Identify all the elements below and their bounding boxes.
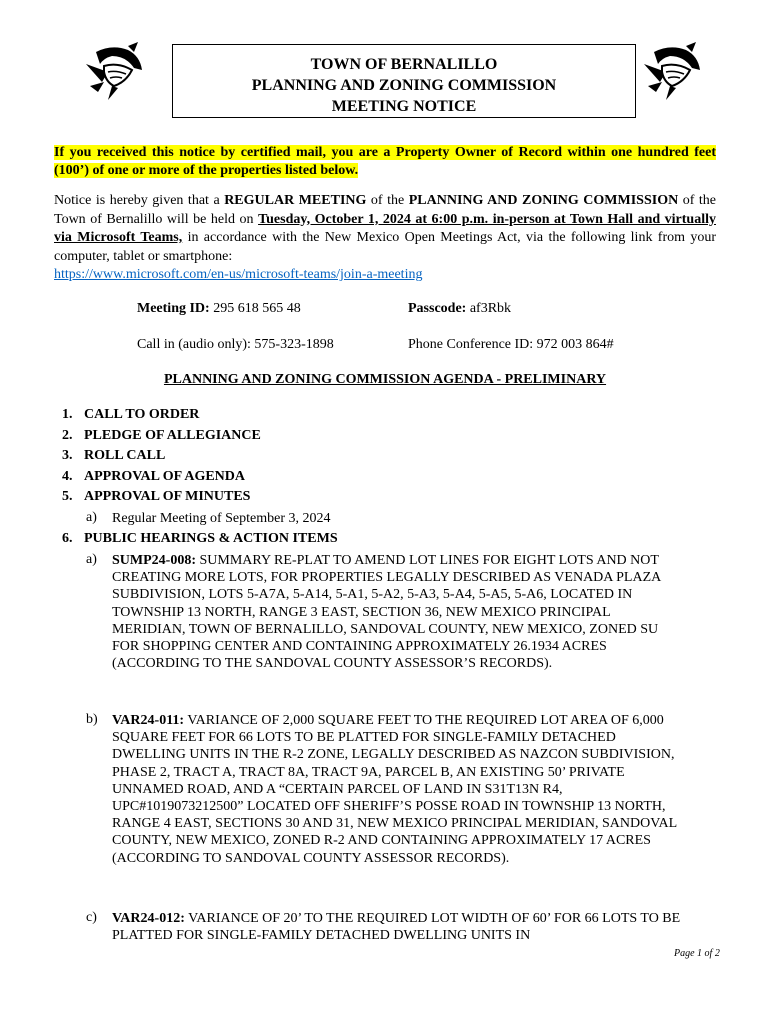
agenda-item-number: 5. <box>62 489 73 504</box>
agenda-item-number: 3. <box>62 448 73 463</box>
agenda-item-number: 4. <box>62 469 73 484</box>
agenda-item-number: 1. <box>62 407 73 422</box>
agenda-item <box>62 448 165 464</box>
hearing-description: SUMMARY RE-PLAT TO AMEND LOT LINES FOR EIGHT LOTS AND NOT CREATING MORE LOTS, FOR PROPERTIES LEGALLY DESCRIBED AS VENADA PLAZA SUBDIVISION, LOTS 5-A7A, 5-A14, 5-A1, 5-A2, 5-A3, 5-A4, 5-A5, 5-A6, LOCATED IN TOWNSHIP 13 NORTH, RANGE 3 EAST, SECTION 36, NEW MEXICO PRINCIPAL MERIDIAN, TOWN OF BERNALILLO, SANDOVAL COUNTY, NEW MEXICO, ZONED SU FOR SHOPPING CENTER AND CONTAINING APPROXIMATELY 26.1934 ACRES (ACCORDING TO THE SANDOVAL COUNTY ASSESSOR’S RECORDS). <box>112 553 661 672</box>
page-number: Page 1 of 2 <box>674 948 720 959</box>
intro-commission: PLANNING AND ZONING COMMISSION <box>408 193 679 208</box>
certified-mail-text: If you received this notice by certified mail, you are a Property Owner of Record within one hundred feet (100’) of one or more of the properties listed below. <box>54 145 716 178</box>
hearing-description: VARIANCE OF 2,000 SQUARE FEET TO THE REQUIRED LOT AREA OF 6,000 SQUARE FEET FOR 66 LOTS TO BE PLATTED FOR SINGLE-FAMILY DETACHED DWELLING UNITS IN THE R-2 ZONE, LEGALLY DESCRIBED AS NAZCON SUBDIVISION, PHASE 2, TRACT A, TRACT 8A, TRACT 9A, PARCEL B, AN EXISTING 50’ PRIVATE UNNAMED ROAD, AND A “CERTAIN PARCEL OF LAND IN S31T13N R4, UPC#1019073212500” LOCATED OFF SHERIFF’S POSSE ROAD IN TOWNSHIP 13 NORTH, RANGE 4 EAST, SECTIONS 30 AND 31, NEW MEXICO PRINCIPAL MERIDIAN, SANDOVAL COUNTY, NEW MEXICO, ZONED R-2 AND CONTAINING APPROXIMATELY 17 ACRES (ACCORDING TO SANDOVAL COUNTY ASSESSOR RECORDS). <box>112 713 677 866</box>
hearing-item <box>112 910 682 944</box>
teams-meeting-link[interactable]: https://www.microsoft.com/en-us/microsoft-teams/join-a-meeting <box>54 267 423 282</box>
agenda-item-label: PLEDGE OF ALLEGIANCE <box>84 428 261 443</box>
passcode-value: af3Rbk <box>466 301 512 316</box>
passcode <box>408 301 511 317</box>
intro-paragraph <box>54 192 716 285</box>
agenda-item-number: 6. <box>62 531 73 546</box>
meeting-id-label: Meeting ID: <box>137 301 210 316</box>
agenda-item <box>62 407 199 423</box>
agenda-item-label: ROLL CALL <box>84 448 166 463</box>
agenda-item <box>62 531 338 547</box>
intro-regular-meeting: REGULAR MEETING <box>224 193 367 208</box>
title-line-notice: MEETING NOTICE <box>331 98 477 115</box>
meeting-id-value: 295 618 565 48 <box>209 301 301 316</box>
agenda-item-number: 2. <box>62 428 73 443</box>
title-line-town: TOWN OF BERNALILLO <box>310 56 498 73</box>
hearing-description: VARIANCE OF 20’ TO THE REQUIRED LOT WIDTH OF 60’ FOR 66 LOTS TO BE PLATTED FOR SINGLE-FAMILY DETACHED DWELLING UNITS IN <box>112 911 681 944</box>
intro-text-3: of the <box>366 193 409 208</box>
minutes-sub-text: Regular Meeting of September 3, 2024 <box>112 511 331 526</box>
agenda-item-label: APPROVAL OF AGENDA <box>84 469 246 484</box>
conquistador-helmet-logo-icon <box>82 42 152 102</box>
intro-text-1: Notice is hereby given that a <box>54 193 225 208</box>
title-line-commission: PLANNING AND ZONING COMMISSION <box>251 77 557 94</box>
hearing-item <box>112 712 682 867</box>
meeting-date-location: Tuesday, October 1, 2024 at 6:00 p.m. in-person at Town Hall and virtually via Microsoft Teams, <box>54 211 717 245</box>
agenda-title: PLANNING AND ZONING COMMISSION AGENDA - PRELIMINARY <box>163 372 607 387</box>
minutes-sub-letter: a) <box>86 510 97 525</box>
intro-text-5: of the Town of Bernalillo will be held on <box>54 193 717 227</box>
agenda-item-label: APPROVAL OF MINUTES <box>84 489 251 504</box>
hearing-case-code: VAR24-012: <box>112 911 185 926</box>
meeting-id <box>137 301 301 317</box>
hearing-case-code: VAR24-011: <box>112 713 185 728</box>
passcode-label: Passcode: <box>408 301 467 316</box>
phone-conference-id: Phone Conference ID: 972 003 864# <box>408 337 614 352</box>
hearing-letter: c) <box>86 910 97 925</box>
agenda-item <box>62 469 245 485</box>
agenda-item <box>62 428 261 444</box>
certified-mail-notice <box>54 144 716 180</box>
conquistador-helmet-logo-icon <box>640 42 710 102</box>
hearing-case-code: SUMP24-008: <box>112 553 196 568</box>
title-box <box>172 44 636 118</box>
agenda-item-label: PUBLIC HEARINGS & ACTION ITEMS <box>84 531 338 546</box>
agenda-item-label: CALL TO ORDER <box>84 407 200 422</box>
intro-text-7: in accordance with the New Mexico Open Meetings Act, via the following link from your computer, tablet or smartphone: <box>54 230 716 264</box>
hearing-letter: a) <box>86 552 97 567</box>
agenda-item <box>62 489 250 505</box>
call-in-number: Call in (audio only): 575-323-1898 <box>137 337 334 352</box>
hearing-item <box>112 552 682 672</box>
hearing-letter: b) <box>86 712 98 727</box>
